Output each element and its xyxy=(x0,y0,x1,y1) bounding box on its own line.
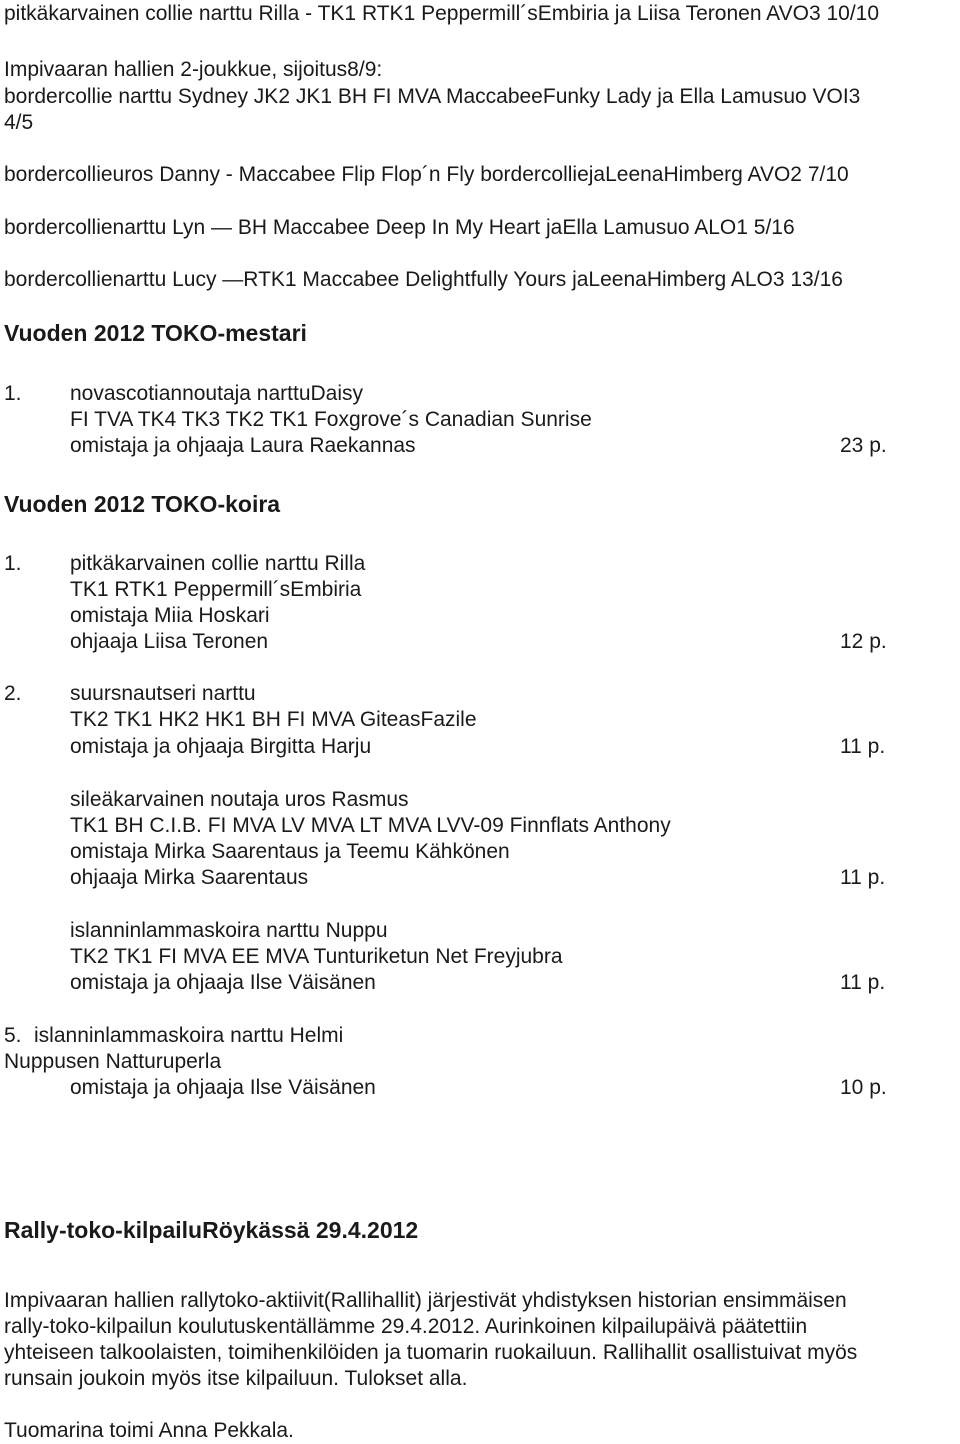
koira-1-breed: pitkäkarvainen collie narttu Rilla xyxy=(70,552,366,575)
team-heading: Impivaaran hallien 2-joukkue, sijoitus8/9: xyxy=(4,58,383,81)
result-line-lucy: bordercollienarttu Lucy —RTK1 Maccabee Delightfully Yours jaLeenaHimberg ALO3 13/16 xyxy=(4,268,843,291)
koira-rank-1: 1. xyxy=(4,552,22,575)
koira-1-points: 12 p. xyxy=(840,630,887,653)
mestari-points: 23 p. xyxy=(840,434,887,457)
koira-2-breed: suursnautseri narttu xyxy=(70,682,256,705)
koira-rank-5: 5. xyxy=(4,1024,22,1047)
koira-3-breed: sileäkarvainen noutaja uros Rasmus xyxy=(70,788,409,811)
koira-1-name: TK1 RTK1 Peppermill´sEmbiria xyxy=(70,578,362,601)
mestari-dog-breed: novascotiannoutaja narttuDaisy xyxy=(70,382,364,405)
result-line-sydney-score: 4/5 xyxy=(4,111,34,134)
mestari-owner: omistaja ja ohjaaja Laura Raekannas xyxy=(70,434,416,457)
mestari-dog-name: FI TVA TK4 TK3 TK2 TK1 Foxgrove´s Canadian Sunrise xyxy=(70,408,592,431)
koira-rank-2: 2. xyxy=(4,682,22,705)
result-line-lyn: bordercollienarttu Lyn — BH Maccabee Deep In My Heart jaElla Lamusuo ALO1 5/16 xyxy=(4,216,795,239)
koira-3-handler: ohjaaja Mirka Saarentaus xyxy=(70,866,309,889)
koira-2-name: TK2 TK1 HK2 HK1 BH FI MVA GiteasFazile xyxy=(70,708,477,731)
koira-3-points: 11 p. xyxy=(840,866,886,889)
koira-2-points: 11 p. xyxy=(840,735,886,758)
rally-heading: Rally-toko-kilpailuRöykässä 29.4.2012 xyxy=(4,1217,419,1243)
koira-5-points: 10 p. xyxy=(840,1076,887,1099)
koira-5-name: Nuppusen Natturuperla xyxy=(4,1050,222,1073)
result-line-danny: bordercollieuros Danny - Maccabee Flip Flop´n Fly bordercolliejaLeenaHimberg AVO2 7/10 xyxy=(4,163,849,186)
koira-4-name: TK2 TK1 FI MVA EE MVA Tunturiketun Net Freyjubra xyxy=(70,945,563,968)
koira-3-name: TK1 BH C.I.B. FI MVA LV MVA LT MVA LVV-09 Finnflats Anthony xyxy=(70,814,671,837)
koira-heading: Vuoden 2012 TOKO-koira xyxy=(4,491,281,517)
koira-1-handler: ohjaaja Liisa Teronen xyxy=(70,630,269,653)
rally-paragraph-line-1: Impivaaran hallien rallytoko-aktiivit(Rallihallit) järjestivät yhdistyksen historian ensimmäisen xyxy=(4,1289,847,1312)
koira-1-owner: omistaja Miia Hoskari xyxy=(70,604,270,627)
rally-paragraph-line-2: rally-toko-kilpailun koulutuskentällämme 29.4.2012. Aurinkoinen kilpailupäivä päätettiin xyxy=(4,1315,808,1338)
koira-5-breed: islanninlammaskoira narttu Helmi xyxy=(34,1024,344,1047)
mestari-heading: Vuoden 2012 TOKO-mestari xyxy=(4,320,307,346)
koira-5-owner: omistaja ja ohjaaja Ilse Väisänen xyxy=(70,1076,376,1099)
mestari-rank-1: 1. xyxy=(4,382,22,405)
result-line-rilla: pitkäkarvainen collie narttu Rilla - TK1 RTK1 Peppermill´sEmbiria ja Liisa Teronen AVO3 10/10 xyxy=(4,2,880,25)
rally-judge: Tuomarina toimi Anna Pekkala. xyxy=(4,1419,294,1442)
koira-4-owner: omistaja ja ohjaaja Ilse Väisänen xyxy=(70,971,376,994)
koira-3-owner: omistaja Mirka Saarentaus ja Teemu Kähkönen xyxy=(70,840,510,863)
rally-paragraph-line-3: yhteiseen talkoolaisten, toimihenkilöiden ja tuomarin ruokailuun. Rallihallit osallistuivat myös xyxy=(4,1341,858,1364)
rally-paragraph-line-4: runsain joukoin myös itse kilpailuun. Tulokset alla. xyxy=(4,1367,468,1390)
koira-2-owner: omistaja ja ohjaaja Birgitta Harju xyxy=(70,735,372,758)
result-line-sydney: bordercollie narttu Sydney JK2 JK1 BH FI MVA MaccabeeFunky Lady ja Ella Lamusuo VOI3 xyxy=(4,85,861,108)
koira-4-breed: islanninlammaskoira narttu Nuppu xyxy=(70,919,388,942)
koira-4-points: 11 p. xyxy=(840,971,886,994)
